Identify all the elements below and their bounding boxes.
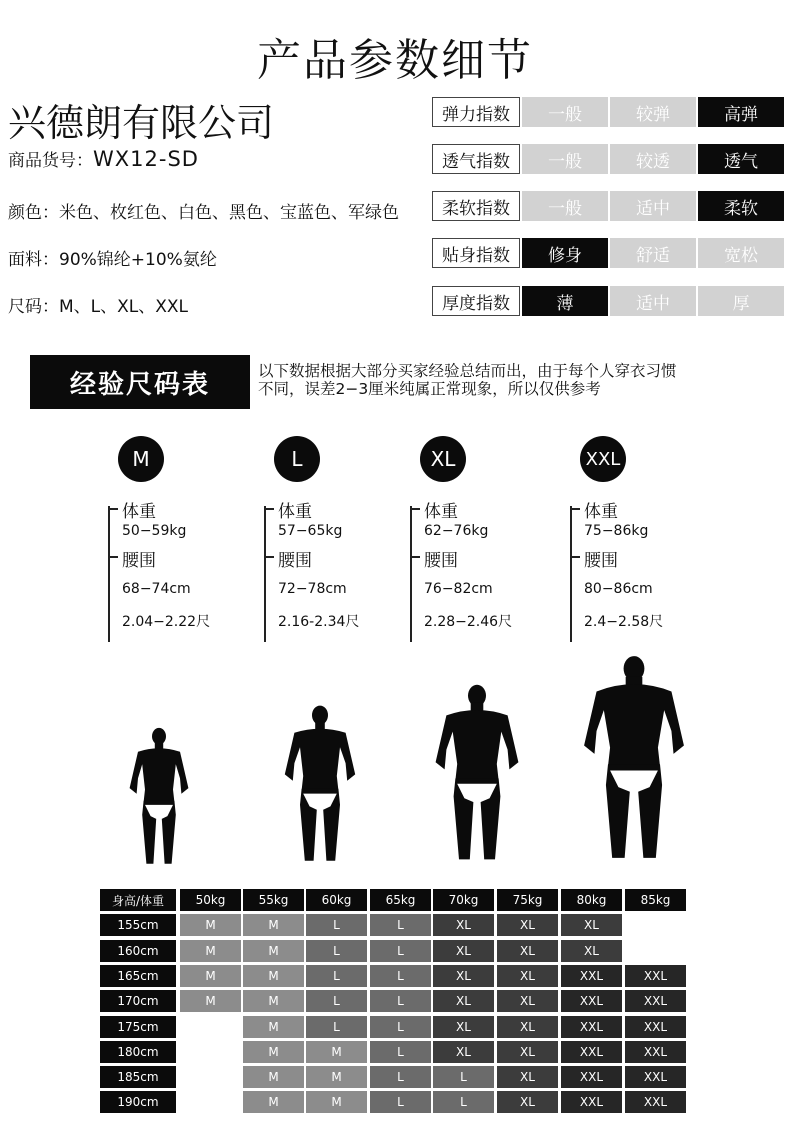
table-cell: XL: [561, 940, 622, 962]
weight-label: 体重: [278, 502, 312, 522]
table-cell: M: [180, 914, 241, 936]
table-corner-header: 身高/体重: [100, 889, 176, 911]
rating-option: 厚: [698, 286, 784, 316]
table-cell: M: [243, 914, 304, 936]
table-cell: M: [243, 1091, 304, 1113]
table-height-header: 155cm: [100, 914, 176, 936]
waist-chi: 2.4−2.58尺: [584, 614, 664, 630]
table-cell: L: [433, 1091, 494, 1113]
weight-range: 75−86kg: [584, 523, 649, 539]
rating-option: 柔软: [698, 191, 784, 221]
table-weight-header: 85kg: [625, 889, 686, 911]
size-chart-note: [258, 362, 758, 398]
table-cell: XXL: [625, 1016, 686, 1038]
waist-chi: 2.04−2.22尺: [122, 614, 211, 630]
weight-range: 57−65kg: [278, 523, 343, 539]
rating-label: 弹力指数: [432, 97, 520, 127]
table-weight-header: 65kg: [370, 889, 431, 911]
brand-name: 兴德朗有限公司: [8, 101, 275, 145]
rating-option: 一般: [522, 144, 608, 174]
waist-chi: 2.16-2.34尺: [278, 614, 360, 630]
rating-row: [432, 97, 784, 127]
rating-option: 一般: [522, 191, 608, 221]
table-cell: XL: [497, 940, 558, 962]
size-bracket-tick: [410, 556, 420, 558]
table-cell: XL: [497, 1091, 558, 1113]
size-badge: XXL: [580, 436, 626, 482]
product-sizes: 尺码：M、L、XL、XXL: [8, 297, 189, 317]
table-cell: L: [433, 1066, 494, 1088]
rating-option: 薄: [522, 286, 608, 316]
size-bracket-tick: [264, 508, 274, 510]
table-cell: L: [370, 965, 431, 987]
table-cell: L: [370, 1091, 431, 1113]
table-cell: M: [180, 990, 241, 1012]
figure-l: [280, 700, 360, 868]
table-cell: L: [306, 990, 367, 1012]
rating-option: 较弹: [610, 97, 696, 127]
figure-xl: [432, 678, 522, 868]
table-cell: M: [243, 965, 304, 987]
figure-xxl: [582, 648, 686, 868]
table-cell: L: [370, 990, 431, 1012]
waist-cm: 68−74cm: [122, 581, 191, 597]
table-cell: L: [370, 1016, 431, 1038]
table-cell: XXL: [625, 1066, 686, 1088]
size-badge: M: [118, 436, 164, 482]
waist-cm: 76−82cm: [424, 581, 493, 597]
rating-label: 贴身指数: [432, 238, 520, 268]
table-height-header: 165cm: [100, 965, 176, 987]
silhouette-xl-icon: [432, 678, 522, 868]
table-cell: L: [306, 940, 367, 962]
rating-option: 适中: [610, 191, 696, 221]
rating-row: [432, 191, 784, 221]
size-badge: L: [274, 436, 320, 482]
rating-option: 宽松: [698, 238, 784, 268]
table-cell: XL: [497, 1041, 558, 1063]
silhouette-m-icon: [124, 724, 194, 869]
table-cell: XL: [497, 990, 558, 1012]
table-weight-header: 50kg: [180, 889, 241, 911]
size-bracket-line: [264, 506, 266, 642]
table-cell: L: [370, 1041, 431, 1063]
table-cell: XXL: [561, 1091, 622, 1113]
table-cell: L: [370, 914, 431, 936]
product-code-label: 商品货号：: [8, 151, 93, 171]
size-chart-note-line-2: 不同，误差2−3厘米纯属正常现象，所以仅供参考: [258, 380, 601, 398]
rating-option: 舒适: [610, 238, 696, 268]
table-height-header: 180cm: [100, 1041, 176, 1063]
waist-label: 腰围: [584, 551, 618, 571]
waist-chi: 2.28−2.46尺: [424, 614, 513, 630]
table-weight-header: 75kg: [497, 889, 558, 911]
weight-range: 62−76kg: [424, 523, 489, 539]
table-weight-header: 60kg: [306, 889, 367, 911]
rating-label: 厚度指数: [432, 286, 520, 316]
table-cell: M: [306, 1066, 367, 1088]
table-cell: XL: [497, 1066, 558, 1088]
rating-label: 柔软指数: [432, 191, 520, 221]
silhouette-xxl-icon: [582, 648, 686, 868]
size-chart-note-line-1: 以下数据根据大部分买家经验总结而出，由于每个人穿衣习惯: [258, 362, 677, 380]
weight-range: 50−59kg: [122, 523, 187, 539]
weight-label: 体重: [122, 502, 156, 522]
weight-label: 体重: [424, 502, 458, 522]
table-cell: L: [306, 914, 367, 936]
size-bracket-line: [570, 506, 572, 642]
waist-label: 腰围: [122, 551, 156, 571]
waist-label: 腰围: [278, 551, 312, 571]
rating-option: 透气: [698, 144, 784, 174]
table-cell: M: [180, 940, 241, 962]
table-weight-header: 70kg: [433, 889, 494, 911]
product-code-value: WX12-SD: [93, 147, 199, 171]
table-cell: XL: [497, 914, 558, 936]
product-code: [8, 146, 199, 171]
table-cell: M: [243, 990, 304, 1012]
size-bracket-tick: [410, 508, 420, 510]
size-bracket-line: [410, 506, 412, 642]
table-cell: L: [370, 940, 431, 962]
waist-cm: 72−78cm: [278, 581, 347, 597]
size-bracket-line: [108, 506, 110, 642]
waist-cm: 80−86cm: [584, 581, 653, 597]
waist-label: 腰围: [424, 551, 458, 571]
rating-row: [432, 144, 784, 174]
table-cell: XL: [433, 940, 494, 962]
table-cell: M: [243, 1016, 304, 1038]
table-cell: M: [306, 1041, 367, 1063]
table-cell: XXL: [625, 1041, 686, 1063]
table-height-header: 160cm: [100, 940, 176, 962]
size-bracket-tick: [570, 556, 580, 558]
weight-label: 体重: [584, 502, 618, 522]
rating-row: [432, 286, 784, 316]
table-weight-header: 55kg: [243, 889, 304, 911]
table-cell: M: [306, 1091, 367, 1113]
table-cell: XXL: [625, 965, 686, 987]
rating-label: 透气指数: [432, 144, 520, 174]
table-cell: M: [243, 1066, 304, 1088]
size-bracket-tick: [108, 556, 118, 558]
table-cell: XL: [433, 1016, 494, 1038]
table-height-header: 170cm: [100, 990, 176, 1012]
table-cell: M: [180, 965, 241, 987]
table-weight-header: 80kg: [561, 889, 622, 911]
table-cell: L: [306, 965, 367, 987]
table-cell: XXL: [561, 990, 622, 1012]
table-cell: XL: [433, 914, 494, 936]
table-cell: XXL: [561, 1066, 622, 1088]
silhouette-l-icon: [280, 700, 360, 868]
table-cell: M: [243, 940, 304, 962]
rating-row: [432, 238, 784, 268]
rating-option: 高弹: [698, 97, 784, 127]
page-title: 产品参数细节: [257, 35, 533, 86]
product-colors: 颜色：米色、枚红色、白色、黑色、宝蓝色、军绿色: [8, 203, 399, 223]
table-cell: XXL: [625, 990, 686, 1012]
product-material: 面料：90%锦纶+10%氨纶: [8, 250, 217, 270]
table-height-header: 175cm: [100, 1016, 176, 1038]
figure-m: [124, 724, 194, 869]
table-cell: XL: [433, 1041, 494, 1063]
table-cell: XXL: [561, 1041, 622, 1063]
rating-option: 较透: [610, 144, 696, 174]
size-badge: XL: [420, 436, 466, 482]
size-chart-banner: 经验尺码表: [30, 355, 250, 409]
table-cell: XXL: [561, 1016, 622, 1038]
table-cell: XL: [433, 990, 494, 1012]
rating-option: 修身: [522, 238, 608, 268]
table-cell: XL: [497, 1016, 558, 1038]
size-bracket-tick: [108, 508, 118, 510]
table-cell: L: [306, 1016, 367, 1038]
table-cell: M: [243, 1041, 304, 1063]
table-cell: XL: [561, 914, 622, 936]
table-cell: XXL: [561, 965, 622, 987]
table-height-header: 190cm: [100, 1091, 176, 1113]
table-cell: XL: [497, 965, 558, 987]
table-cell: XXL: [625, 1091, 686, 1113]
size-bracket-tick: [570, 508, 580, 510]
table-cell: XL: [433, 965, 494, 987]
rating-option: 一般: [522, 97, 608, 127]
rating-option: 适中: [610, 286, 696, 316]
size-bracket-tick: [264, 556, 274, 558]
table-cell: L: [370, 1066, 431, 1088]
table-height-header: 185cm: [100, 1066, 176, 1088]
